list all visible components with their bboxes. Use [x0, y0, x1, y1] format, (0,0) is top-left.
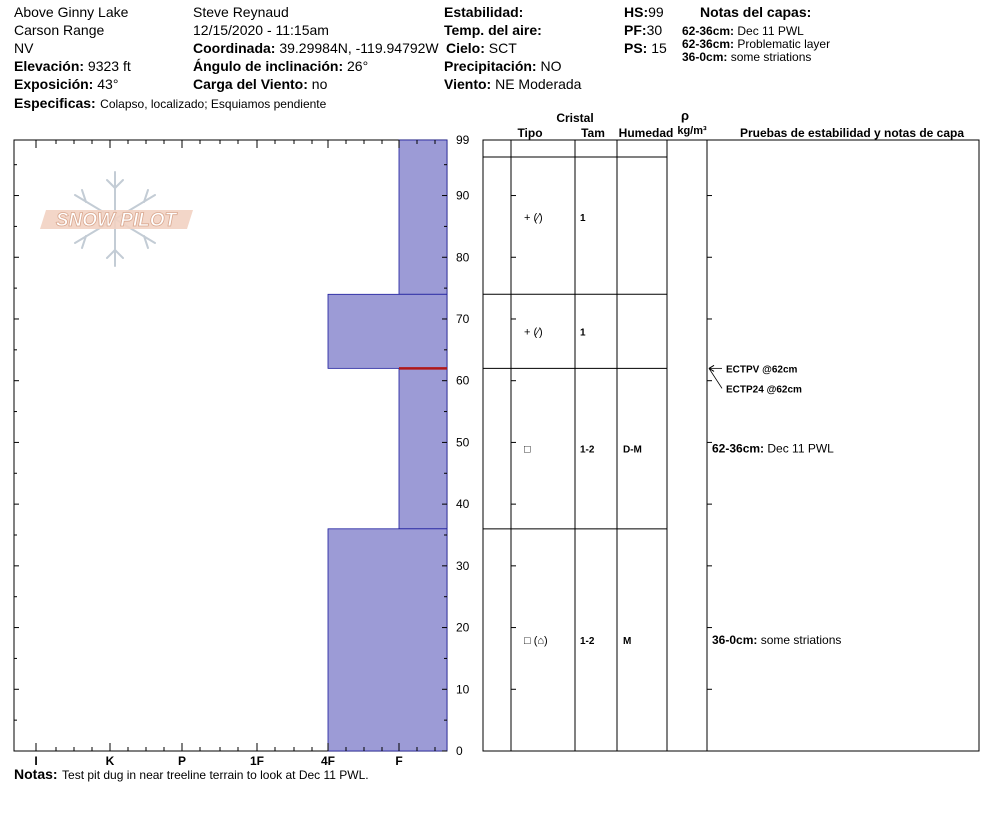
slope-value: 26° — [347, 58, 369, 74]
layer-comment — [712, 442, 834, 456]
specifics-value: Colapso, localizado; Esquiamos pendiente — [100, 97, 327, 111]
slope-label: Ángulo de inclinación: — [193, 58, 344, 74]
aspect-label: Exposición: — [14, 76, 94, 92]
depth-tick-label: 0 — [456, 744, 463, 758]
depth-tick-label: 30 — [456, 558, 470, 573]
layer-notes-title: Notas del capas: — [700, 4, 812, 20]
depth-axis — [456, 133, 470, 758]
hardness-bar — [399, 368, 447, 528]
pf-value: 30 — [646, 22, 663, 38]
hardness-bar — [328, 529, 447, 751]
density-header: ρ — [680, 108, 690, 123]
crystal-type-cell: + (⁄) — [524, 212, 543, 225]
hs-label: HS: — [624, 4, 649, 20]
density-unit-header: kg/m³ — [677, 125, 707, 137]
specifics-label: Especificas: — [14, 95, 96, 111]
crystal-size-cell: 1-2 — [580, 444, 595, 456]
state-name: NV — [14, 40, 34, 56]
hardness-bars — [328, 140, 447, 751]
location-name: Above Ginny Lake — [14, 4, 129, 20]
depth-tick-label: 20 — [456, 620, 470, 635]
observer-name: Steve Reynaud — [193, 4, 289, 20]
crystal-type-cell: □ — [524, 443, 531, 456]
sky-value: SCT — [488, 40, 517, 56]
notes-row — [14, 766, 369, 784]
crystal-header: Cristal — [556, 111, 594, 125]
type-header: Tipo — [517, 126, 543, 140]
coordinate-label: Coordinada: — [193, 40, 276, 56]
hardness-bar — [328, 294, 447, 368]
hardness-tick-label: K — [105, 754, 115, 768]
observation-datetime: 12/15/2020 - 11:15am — [193, 22, 329, 38]
notes-value: Test pit dug in near treeline terrain to look at Dec 11 PWL. — [62, 768, 369, 782]
layer-comment — [712, 633, 841, 647]
pf-label: PF: — [624, 22, 647, 38]
layer-note-text: Problematic layer — [737, 37, 831, 51]
hs-value: 99 — [648, 4, 664, 20]
depth-tick-label: 60 — [456, 373, 470, 388]
depth-tick-label: 99 — [456, 133, 470, 147]
size-header: Tam — [581, 126, 605, 140]
depth-tick-label: 40 — [456, 497, 470, 512]
coordinate-value: 39.29984N, -119.94792W — [279, 40, 439, 56]
layer-comment-text: Dec 11 PWL — [767, 441, 834, 456]
depth-tick-label: 10 — [456, 682, 470, 697]
layer-comments — [712, 442, 841, 647]
ps-value: 15 — [651, 40, 667, 56]
sky-label: Cielo: — [446, 40, 485, 56]
ps-label: PS: — [624, 40, 648, 56]
moisture-cell: D-M — [623, 444, 642, 456]
aspect-value: 43° — [97, 76, 119, 92]
crystal-size-cell: 1-2 — [580, 635, 595, 647]
range-name: Carson Range — [14, 22, 105, 38]
air-temp-label: Temp. del aire: — [444, 22, 542, 38]
notes-label: Notas: — [14, 766, 58, 782]
depth-tick-label: 50 — [456, 435, 470, 450]
tests-notes-header: Pruebas de estabilidad y notas de capa — [739, 126, 965, 140]
stability-test-label: ECTPV @62cm — [726, 364, 798, 376]
depth-tick-label: 70 — [456, 311, 470, 326]
layer-comment-range: 62-36cm: — [712, 441, 768, 456]
table-ticks — [511, 196, 712, 751]
stability-test-label: ECTP24 @62cm — [726, 384, 802, 396]
moisture-cell: M — [623, 635, 632, 647]
layer-note-text: Dec 11 PWL — [737, 24, 804, 38]
hardness-tick-label: P — [177, 754, 187, 768]
hardness-tick-label: 1F — [249, 754, 265, 768]
test-leader-line — [709, 368, 722, 388]
elevation-label: Elevación: — [14, 58, 85, 74]
wind-load-label: Carga del Viento: — [193, 76, 308, 92]
layer-note-range: 62-36cm: — [682, 24, 735, 38]
hardness-tick-label: 4F — [320, 754, 336, 768]
layer-comment-text: some striations — [760, 632, 842, 647]
layer-note-text: some striations — [730, 50, 812, 64]
wind-load-value: no — [311, 76, 328, 92]
crystal-size-cell: 1 — [580, 327, 586, 339]
elevation-value: 9323 ft — [87, 58, 131, 74]
hardness-bar — [399, 140, 447, 294]
hardness-tick-label: F — [395, 754, 403, 768]
snowpilot-logo — [40, 172, 193, 266]
crystal-type-cell: + (⁄) — [524, 326, 543, 339]
precip-label: Precipitación: — [444, 58, 537, 74]
precip-value: NO — [540, 58, 562, 74]
logo-text: SNOW PILOT — [55, 210, 177, 231]
crystal-size-cell: 1 — [580, 213, 586, 225]
layer-note-range: 36-0cm: — [682, 50, 728, 64]
moisture-header: Humedad — [618, 126, 674, 140]
layer-note-range: 62-36cm: — [682, 37, 735, 51]
layer-comment-range: 36-0cm: — [712, 632, 761, 647]
wind-label: Viento: — [444, 76, 492, 92]
stability-tests — [709, 364, 802, 395]
depth-tick-label: 80 — [456, 250, 470, 265]
depth-tick-label: 90 — [456, 188, 470, 203]
crystal-type-cell: □ (⌂) — [524, 634, 548, 647]
wind-value: NE Moderada — [495, 76, 582, 92]
stability-label: Estabilidad: — [444, 4, 524, 20]
hardness-tick-label: I — [34, 754, 38, 768]
